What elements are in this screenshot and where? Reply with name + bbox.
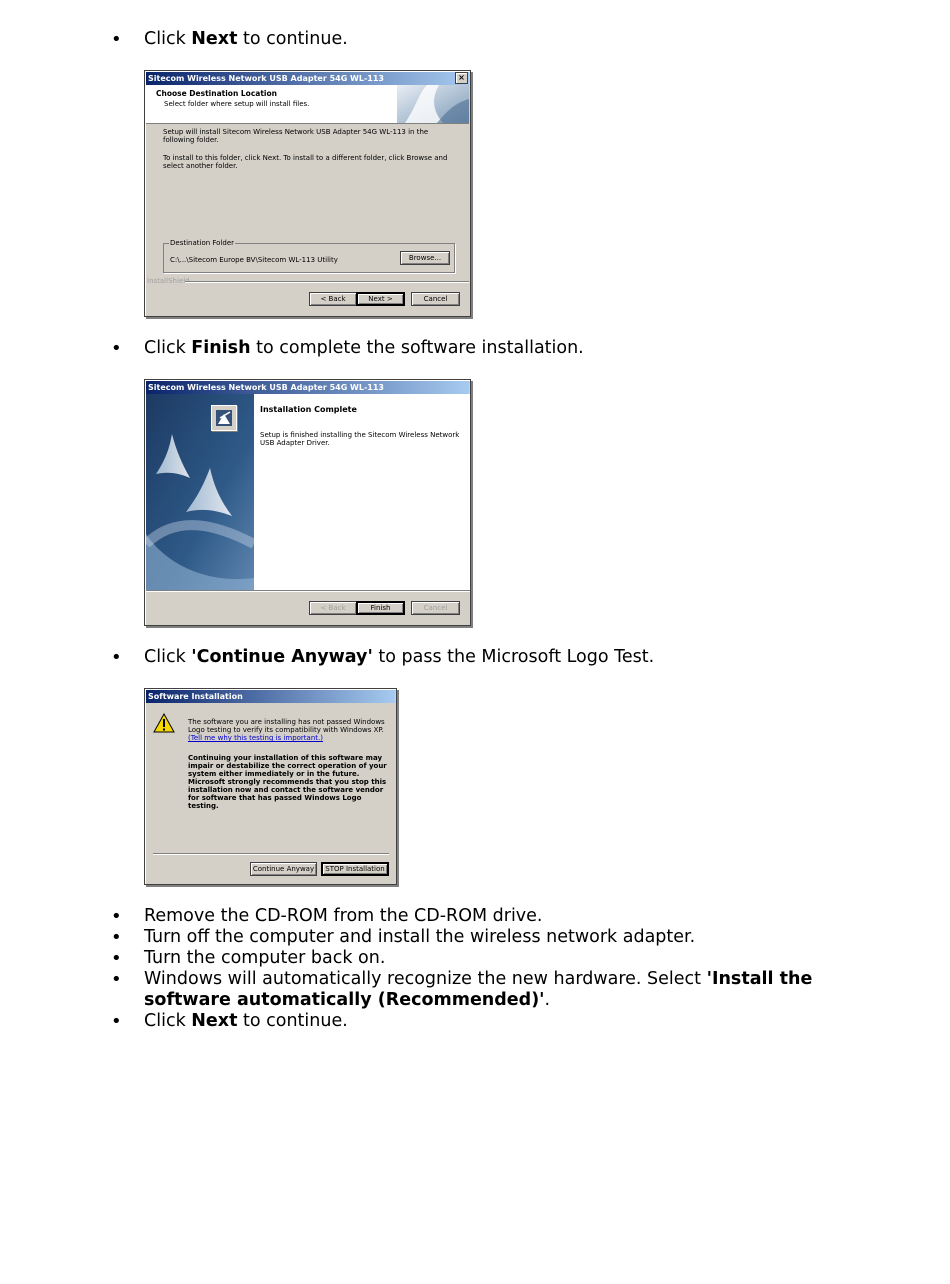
step-text: Windows will automatically recognize the new hardware. Select [144, 969, 707, 989]
back-button[interactable]: < Back [309, 601, 357, 615]
software-installation-dialog [144, 688, 397, 885]
warning-text: Continuing your installation of this software may impair or destabilize the correct operation of your system either immediately or in the future. Microsoft strongly recommends that you stop this installation now and contact the software vendor for software that has passed Windows Logo testing. [188, 754, 387, 810]
stop-installation-button[interactable]: STOP Installation [321, 862, 389, 876]
header-subtitle: Select folder where setup will install files. [164, 100, 310, 108]
dialog-content [254, 394, 471, 590]
destination-groupbox [163, 239, 455, 273]
destination-dialog [144, 70, 471, 317]
dialog-titlebar: Software Installation [146, 690, 395, 703]
body-text-2: To install to this folder, click Next. To install to a different folder, click Browse and select another folder. [163, 154, 448, 170]
step-text: . [544, 990, 551, 1010]
step-emphasis: Next [191, 29, 238, 49]
finish-button[interactable]: Finish [356, 601, 405, 615]
back-button[interactable]: < Back [309, 292, 357, 306]
installshield-brand: InstallShield [147, 277, 190, 285]
step-text: Click [144, 1011, 192, 1031]
setup-icon [211, 405, 237, 431]
bullet: • [111, 29, 122, 50]
header-title: Choose Destination Location [156, 89, 277, 98]
divider [146, 590, 471, 591]
bullet: • [111, 338, 122, 359]
step-text: Turn off the computer and install the wireless network adapter. [144, 927, 696, 947]
step-emphasis: 'Continue Anyway' [191, 647, 373, 667]
step-text: Turn the computer back on. [144, 948, 386, 968]
step-emphasis: Finish [191, 338, 251, 358]
step-text: to complete the software installation. [250, 338, 584, 358]
divider [185, 281, 469, 282]
divider [153, 853, 389, 854]
step-text: Remove the CD-ROM from the CD-ROM drive. [144, 906, 543, 926]
logo-test-text: The software you are installing has not passed Windows Logo testing to verify its compatibility with Windows XP. [188, 718, 385, 734]
dialog-header [146, 85, 469, 124]
warning-icon [153, 713, 175, 733]
bullet: • [111, 906, 122, 927]
complete-body: Setup is finished installing the Sitecom Wireless Network USB Adapter Driver. [260, 431, 460, 447]
cancel-button[interactable]: Cancel [411, 292, 460, 306]
wizard-graphic-icon [146, 394, 254, 590]
close-button[interactable]: × [455, 72, 468, 84]
step-text: to continue. [237, 29, 348, 49]
step-emphasis: software automatically (Recommended)' [144, 990, 545, 1010]
bullet: • [111, 647, 122, 668]
step-emphasis: 'Install the [706, 969, 813, 989]
step-text: to pass the Microsoft Logo Test. [372, 647, 655, 667]
step-text: Click [144, 647, 192, 667]
step-text: Click [144, 29, 192, 49]
body-text-1: Setup will install Sitecom Wireless Network USB Adapter 54G WL-113 in the following folder. [163, 128, 429, 144]
bullet: • [111, 969, 122, 990]
dialog-titlebar: Sitecom Wireless Network USB Adapter 54G WL-113 [146, 381, 469, 394]
step-emphasis: Next [191, 1011, 238, 1031]
bullet: • [111, 927, 122, 948]
browse-button[interactable]: Browse... [400, 251, 450, 265]
continue-anyway-button[interactable]: Continue Anyway [250, 862, 317, 876]
wizard-graphic-icon [397, 85, 469, 123]
wizard-side-panel [146, 394, 254, 590]
next-button[interactable]: Next > [356, 292, 405, 306]
step-text: to continue. [237, 1011, 348, 1031]
bullet: • [111, 1011, 122, 1032]
tell-me-why-link[interactable]: (Tell me why this testing is important.) [188, 734, 323, 742]
complete-heading: Installation Complete [260, 405, 357, 414]
bullet: • [111, 948, 122, 969]
cancel-button[interactable]: Cancel [411, 601, 460, 615]
logo-test-message [188, 718, 388, 742]
dialog-titlebar: Sitecom Wireless Network USB Adapter 54G WL-113 [146, 72, 469, 85]
destination-path: C:\...\Sitecom Europe BV\Sitecom WL-113 Utility [170, 256, 338, 264]
installation-complete-dialog [144, 379, 471, 626]
step-text: Click [144, 338, 192, 358]
groupbox-label: Destination Folder [170, 239, 235, 247]
